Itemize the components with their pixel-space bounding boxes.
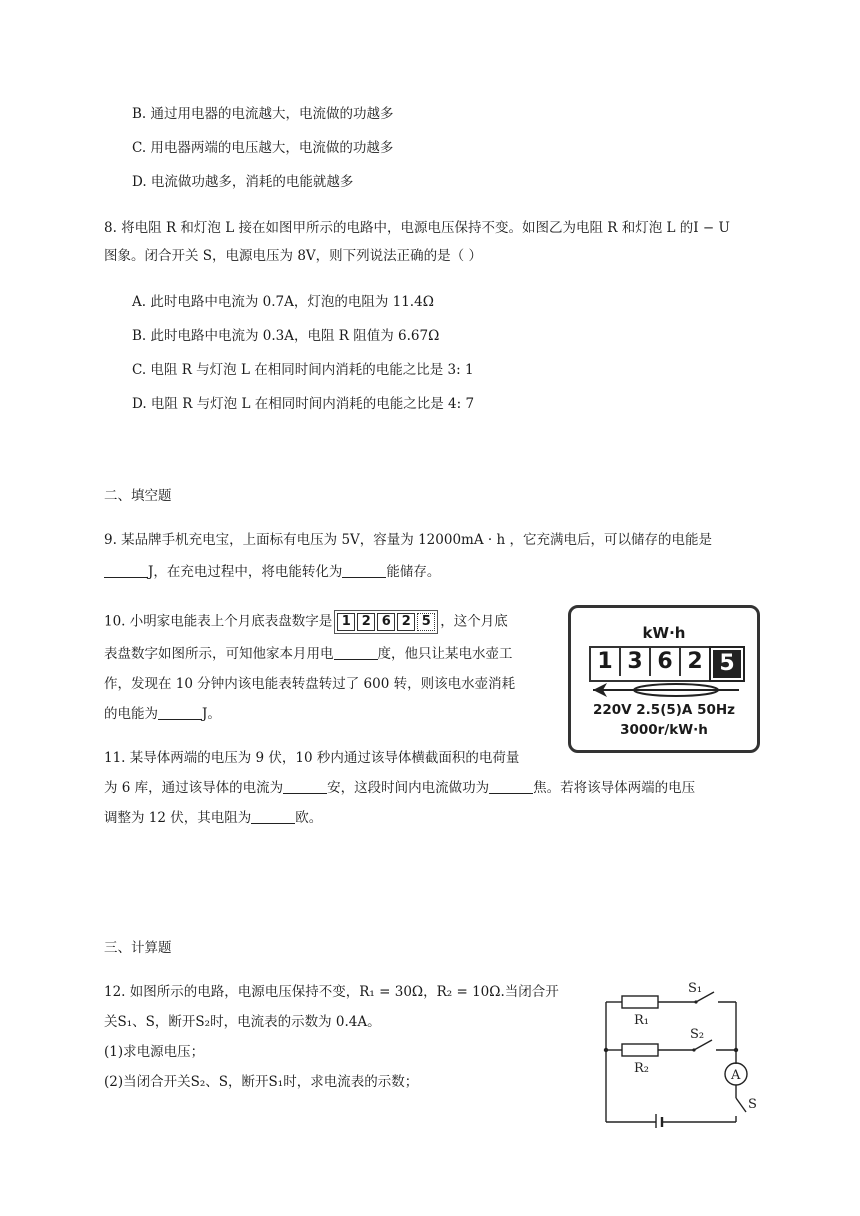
q10-stem-line3: 作，发现在 10 分钟内该电能表转盘转过了 600 转，则该电水壶消耗 <box>104 676 516 692</box>
q10-stem-line4: 的电能为 J。 <box>104 706 221 722</box>
meter-disc-icon <box>591 680 741 700</box>
q8-option-d: D. 电阻 R 与灯泡 L 在相同时间内消耗的电能之比是 4: 7 <box>132 396 475 412</box>
q11-stem-line1: 11. 某导体两端的电压为 9 伏，10 秒内通过该导体横截面积的电荷量 <box>104 750 520 766</box>
circuit-label-r1: R₁ <box>634 1013 649 1028</box>
q10-stem-line2: 表盘数字如图所示，可知他家本月用电 度，他只让某电水壶工 <box>104 646 513 662</box>
answer-blank[interactable] <box>489 779 533 794</box>
q11-stem-line2: 为 6 库，通过该导体的电流为 安，这段时间内电流做功为 焦。若将该导体两端的电压 <box>104 780 696 796</box>
meter-spec-line2: 3000r/kW·h <box>620 722 708 738</box>
q8-option-a: A. 此时电路中电流为 0.7A，灯泡的电阻为 11.4Ω <box>132 294 434 310</box>
section-title-calculation: 三、计算题 <box>104 940 172 956</box>
circuit-label-s: S <box>748 1097 757 1112</box>
answer-blank[interactable] <box>251 809 295 824</box>
answer-blank[interactable] <box>104 563 148 578</box>
meter-spec-line1: 220V 2.5(5)A 50Hz <box>592 702 736 718</box>
q12-stem-line2: 关S₁、S，断开S₂时，电流表的示数为 0.4A。 <box>104 1014 381 1030</box>
q7-option-c: C. 用电器两端的电压越大，电流做的功越多 <box>132 140 394 156</box>
q10-stem-line1: 10. 小明家电能表上个月底表盘数字是 1 2 6 2 5 ，这个月底 <box>104 610 508 634</box>
answer-blank[interactable] <box>283 779 327 794</box>
q12-subquestion-1: (1)求电源电压； <box>104 1044 205 1060</box>
q8-stem-line2: 图象。闭合开关 S，电源电压为 8V，则下列说法正确的是（ ） <box>104 248 482 264</box>
answer-blank[interactable] <box>334 645 378 660</box>
q9-stem-line1: 9. 某品牌手机充电宝，上面标有电压为 5V，容量为 12000mA · h ，它充满电后，可以储存的电能是 <box>104 532 712 548</box>
meter-digits: 1 3 6 2 5 <box>589 646 745 682</box>
circuit-label-r2: R₂ <box>634 1061 649 1076</box>
circuit-diagram <box>596 978 760 1128</box>
q8-option-c: C. 电阻 R 与灯泡 L 在相同时间内消耗的电能之比是 3: 1 <box>132 362 474 378</box>
q11-stem-line3: 调整为 12 伏，其电阻为 欧。 <box>104 810 323 826</box>
ammeter-icon: A <box>731 1068 741 1083</box>
q12-subquestion-2: (2)当闭合开关S₂、S，断开S₁时，求电流表的示数； <box>104 1074 419 1090</box>
q7-option-b: B. 通过用电器的电流越大，电流做的功越多 <box>132 106 394 122</box>
q8-option-b: B. 此时电路中电流为 0.3A，电阻 R 阻值为 6.67Ω <box>132 328 440 344</box>
answer-blank[interactable] <box>158 705 202 720</box>
circuit-label-s2: S₂ <box>690 1027 705 1042</box>
meter-unit: kW·h <box>642 624 686 642</box>
q7-option-d: D. 电流做功越多，消耗的电能就越多 <box>132 174 354 190</box>
q8-stem-line1: 8. 将电阻 R 和灯泡 L 接在如图甲所示的电路中，电源电压保持不变。如图乙为电阻 R 和灯泡 L 的I − U <box>104 220 730 236</box>
circuit-label-s1: S₁ <box>688 981 703 996</box>
section-title-fill-blank: 二、填空题 <box>104 488 172 504</box>
answer-blank[interactable] <box>342 563 386 578</box>
q12-stem-line1: 12. 如图所示的电路，电源电压保持不变，R₁ = 30Ω，R₂ = 10Ω.当闭合开 <box>104 984 559 1000</box>
last-month-meter-reading: 1 2 6 2 5 <box>334 610 438 634</box>
electric-meter-figure <box>568 605 760 753</box>
q9-stem-line2: J，在充电过程中，将电能转化为 能储存。 <box>104 562 440 582</box>
